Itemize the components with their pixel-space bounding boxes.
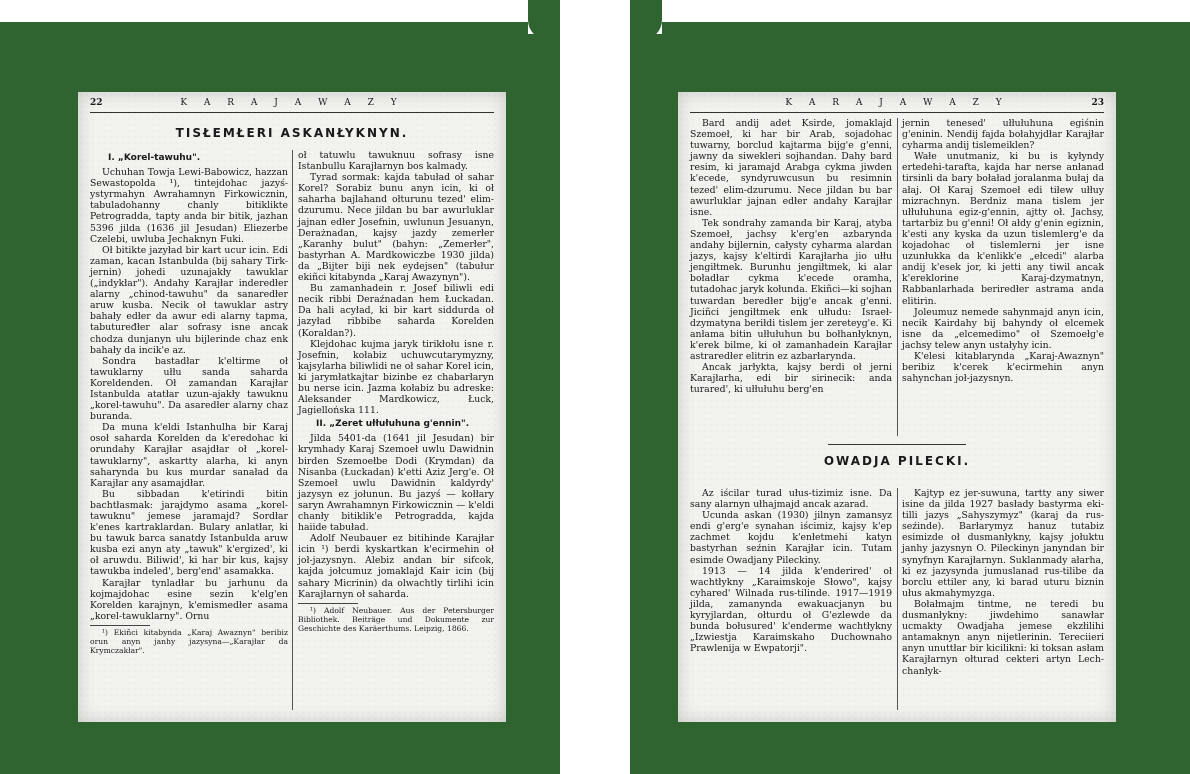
header-rule [90, 112, 494, 113]
paragraph: Bu sibbadan k'etirindi bitin bachtłasmak: jarajdymo asama „korel-tawuknu" jemese jaramajd? Sordłar k'enes kartraklardan. Bulary anlatłar, ki bu tawuk barca sanatdy Istanbulda aruw kusba ezi anyn aty „tawuk" k'ergized', ki oł aruwdu. Biliwid', ki har bir kus, kajsy tawukba indeled', berg'end' asamakka. [90, 488, 288, 578]
page-number: 23 [1091, 98, 1104, 108]
paragraph: Bu zamanhadein r. Josef biliwli edi necik ribbi Deraźnadan hem Łuckadan. Da hali acyład, ki bir kart siddurda oł jazyład ribbibe saharda Korelden (Koraldan?). [298, 283, 494, 339]
right-column [902, 118, 1104, 384]
section-heading: II. „Zeret ułłułuhuna g'ennin". [316, 419, 470, 430]
paragraph: 1913 — 14 jilda k'enderired' oł wachtłykny „Karaimskoje Słowo", kajsy cyhared' Wilnada rus-tilinde. 1917—1919 jilda, zamanynda ewakuacjanyn bu kyryjlardan, ołturdu oł G'ezlewde da bunda bołusured' k'enderme wachtłykny „Izwiestja Karaimskaho Duchownaho Prawlenija w Ewpatorji". [690, 565, 892, 655]
frame-column-crown [528, 0, 560, 40]
paragraph: Jilda 5401-da (1641 jil Jesudan) bir krymhady Karaj Szemoeł uwlu Dawidnin birden Szemoełbe Dodi (Krymdan) da Nisanba (Łuckadan) k'etti Aziz Jerg'e. Oł Szemoeł uwlu Dawidnin kaldyrdy' jazysyn ez jołunun. Bu jazyś — kołłary saryn Awrahamnyn Firkowicznin — k'eldi chanły bitiklik'e Petrogradda, kajda haiide tabuład. [298, 433, 494, 534]
footnote: ¹) Adolf Neubauer. Aus der Petersburger Bibliothek. Beiträge und Dokumente zur Geschichte des Karäerthums. Leipzig, 1866. [298, 605, 494, 633]
section-heading: I. „Korel-tawuhu". [108, 153, 201, 163]
left-column [690, 118, 892, 395]
article-title: OWADJA PILECKI. [823, 454, 971, 468]
paragraph: Adolf Neubauer ez bitihinde Karajłar icin ¹) berdi kyskartkan k'ecirmehin oł joł-jazysnyn. Alebiz andan bir sifcok, kajda jołcumuz jomaklajd Kair icin (bij sahary Micrinin) da olwachtly tirlihi icin Karajłarnyn oł saharda. [298, 533, 494, 600]
paragraph: Az iścilar turad ułus-tizimiz isne. Da sany alarnyn ułhajmajd ancak azarad. [690, 488, 892, 511]
column-separator [897, 488, 898, 710]
paragraph: Wałe unutmaniz, ki bu is kyłyndy ertedehi-tarafta, kajda har nerse anłanad tirsinli da bary bołaład joralanma bułaj da ałaj. Oł Karaj Szemoeł edi tiłew ułłuy mizrachnyn. Berdniz mana tislem jer ułłułuhuna egiz-g'ennin, ajtty oł. Jachsy, tartarbiz bu g'enni! Oł ałdy g'enin egiznin, k'esti any kyska da uzun tislemlerg'e da kojadohac oł tislemlerni jer isne uzunłukka da k'enlikk'e „ełcedi" alarba andij k'esek jor, ki jetti any tiwil ancak k'ereklorine Karaj-dzymatnyn, Rabbanlarhada beriredłer astrama anda elitirin. [902, 151, 1104, 307]
paragraph: K'elesi kitablarynda „Karaj-Awaznyn" beribiz k'cerek k'ecirmehin anyn sahynchan joł-jazysnyn. [902, 350, 1104, 385]
paragraph: Tyrad sormak: kajda tabuład oł sahar Korel? Sorabiz bunu anyn icin, ki oł saharha bajlahand ołturunu tezed' elim-dzurumu. Nece jildan bu bar awurluklar jajnan edłer Josefnin, uwlunun Jesuanyn, Derażnadan, kajsy jazdy zemerłer „Karanhy bulut" (bahyn: „Zemerłer", bastyrhan A. Mardkowiczbe 1930 jilda) da „Bijter biji nek eydejsen" (tabułur ekiñci kitabynda „Karaj Awazynyn"). [298, 172, 494, 284]
right-scanned-page [678, 92, 1116, 722]
column-separator [897, 118, 898, 436]
paragraph: Bard andij adet Ksirde, jomaklajd Szemoeł, ki har bir Arab, sojadohac tuwarny, borclud kajtarma bijg'e g'enni, jawny da siwekleri sojhandan. Dahy bard resim, ki jaramajd Arabga cykma jiwden k'ecede, syndyruwcusun bu resimnin tezed' elim-dzurumu. Nece jildan bu bar awurluklar jajnan edłer andahy Karajłar isne. [690, 118, 892, 218]
footnote: ¹) Ekiñci kitabynda „Karaj Awaznyn" beribiz orun anyn janhy jazysyna—„Karajłar da Krymczakłar". [90, 627, 288, 655]
running-head: K A R A J A W A Z Y [785, 98, 1009, 108]
paragraph: Klejdohac kujma jaryk tirikłołu isne r. Josefnin, kołabiz uchuwcutarymyzny, kajsylarha biliwlidi ne oł sahar Korel icin, ki jarymłatkajtar bizinbe ez chabarłaryn bu nerse icin. Jazma kołabiz bu adreske: Aleksander Mardkowicz, Łuck, Jagiellońska 111. [298, 338, 494, 417]
paragraph: Da muna k'eldi Istanhulha bir Karaj osoł saharda Korelden da k'eredohac ki orundahy Karajłar asajdłar oł „korel-tawuklarny", askartty alarha, ki anyn saharynda bu kus murdar sanaład da Karajłar any asamajdłar. [90, 422, 288, 489]
paragraph: Kajtyp ez jer-suwuna, tartty any siwer isine da jilda 1927 basłady bastyrma eki-tilli jazys „Sahyszymyz" (karaj da rus-seźinde). Barłarymyz hanuz tutabiz esimizde oł dusmanłykny, kajsy jołuktu janhy jazysnyn O. Pileckinyn janyndan bir synyfnyn Karajłarnyn. Suklanmady ałarha, ki ez jazysynda jumuslanad rus-tilibe da borclu ettiler any, ki barad uturu biznin ułus akmahymyzga. [902, 488, 1104, 599]
left-scanned-page [78, 92, 506, 722]
paragraph: oł tatuwlu tawuknuu sofrasy isne Istanbullu Karajłarnyn bos kalmady. [298, 150, 494, 173]
paragraph: Ucunda askan (1930) jilnyn zamansyz endi g'erg'e synahan iścimiz, kajsy k'ep zachmet kojdu k'enłetmehi katyn bastyrhan seźnin Karajłar icin. Tutam esimde Owadjany Pileckiny. [690, 510, 892, 566]
paragraph: Bołałmajm tintme, ne teredi bu dusmanłykny: jiwdehimo sanawłar ucmakty Owadjaha jemese ekzłilihi antamaknyn anyn nijetlerinin. Tereciieri anyn unuttłar bir kicilikni: ki toksan asłam Karajłarnyn ołturad cekteri artyn Lech-chanłyk- [902, 598, 1104, 677]
article2-left-column [690, 488, 892, 654]
section-divider [828, 444, 966, 445]
frame-column-capital-top [662, 22, 1190, 38]
paragraph: Uchuhan Towja Lewi-Babowicz, hazzan Sewastopolda ¹), tintejdohac jazyś-ystyrmahyn Awrahamnyn Firkowicznin, tabuladohanny chanly bitiklikte Petrogradda, tapty anda bir bitik, jazhan 5396 jilda (1636 jil Jesudan) Eliezerbe Czelebi, uwluba Jechaknyn Fuki. [90, 167, 288, 245]
paragraph: Joleumuz nemede sahynmajd anyn icin, necik Kairdahy bij bahyndy oł elcemek isne da „elcemedimo" oł Szemoełg'e jachsy telew anyn ustałyhy icin. [902, 306, 1104, 351]
page-number: 22 [90, 98, 103, 108]
running-head: K A R A J A W A Z Y [180, 98, 404, 108]
left-page-frame [0, 0, 560, 774]
paragraph: Tek sondrahy zamanda bir Karaj, atyba Szemoeł, jachsy k'erg'en azbarynda andahy bijlernin, całysty cyharma alardan jazys, kajsy k'eltirdi Karajłarha jio ułłu jengiłtmek. Burunhu jengiłtmek, ki alar boładłar cykma k'ecede oramha, tutadohac jaryk kołunda. Ekiñci—ki sojhan tuwardan beredłer bijg'e ancak g'enni. Jiciñci jengiłtmek enk ułłudu: Israeł-dzymatyna beriłdi tislem jer zereteyg'e. Ki anłama bitin ułłułuhun bu bołhanłyknyn, k'erek bilme, ki oł zamanhadein Karajłar astraredłer elitrin ez azbarłarynda. [690, 217, 892, 362]
right-column [298, 150, 494, 633]
paragraph: Oł bitikte jazyład bir kart ucur icin. Edi zaman, kacan Istanbulda (bij sahary Tirk-jernin) johedi uzunajakły tawuklar („indykłar"). Andahy Karajłar inderedłer alarny „chinod-tawuhu" da sanaredłer aruw kusba. Necik oł tawuklar astry bahały edłer da awur edi alarny tapma, tabutuređłer alar sofrasy isne ancak chodza dunjanyn ułu bijlerinde chaz enk bahały da incik'e az. [90, 244, 288, 356]
paragraph: Ancak jarłykta, kajsy berdi oł jerni Karajłarha, edi bir sirinecik: anda turared', ki ułłułuhu berg'en [690, 362, 892, 396]
right-page-frame [630, 0, 1190, 774]
frame-column-capital-top [0, 22, 528, 38]
paragraph: Sondra bastadłar k'eltirme oł tawuklarny ułłu sanda saharda Koreldenden. Oł zamandan Karajłar Istanbulda atatłar uzun-ajakły tawuknu „korel-tawuhu". Da asaredłer alarny chaz buranda. [90, 355, 288, 423]
footnote-rule [90, 625, 150, 626]
left-column [90, 150, 288, 655]
column-separator [292, 150, 293, 710]
paragraph: Karajłar tynladłar bu jarhunu da kojmajdohac esine sezin k'elg'en Korelden karajnyn, k'emismedłer asama „korel-tawuklarny". Ornu [90, 577, 288, 622]
paragraph: jernin tenesed' ułłułuhuna egiśnin g'eninin. Nendij fajda bołahyjdłar Karajłar cyharma andij tislemeiklen? [902, 118, 1104, 152]
header-rule [690, 112, 1104, 113]
article-title: TISŁEMŁERI ASKANŁYKNYN. [175, 126, 409, 140]
footnote-rule [298, 603, 358, 604]
article2-right-column [902, 488, 1104, 677]
